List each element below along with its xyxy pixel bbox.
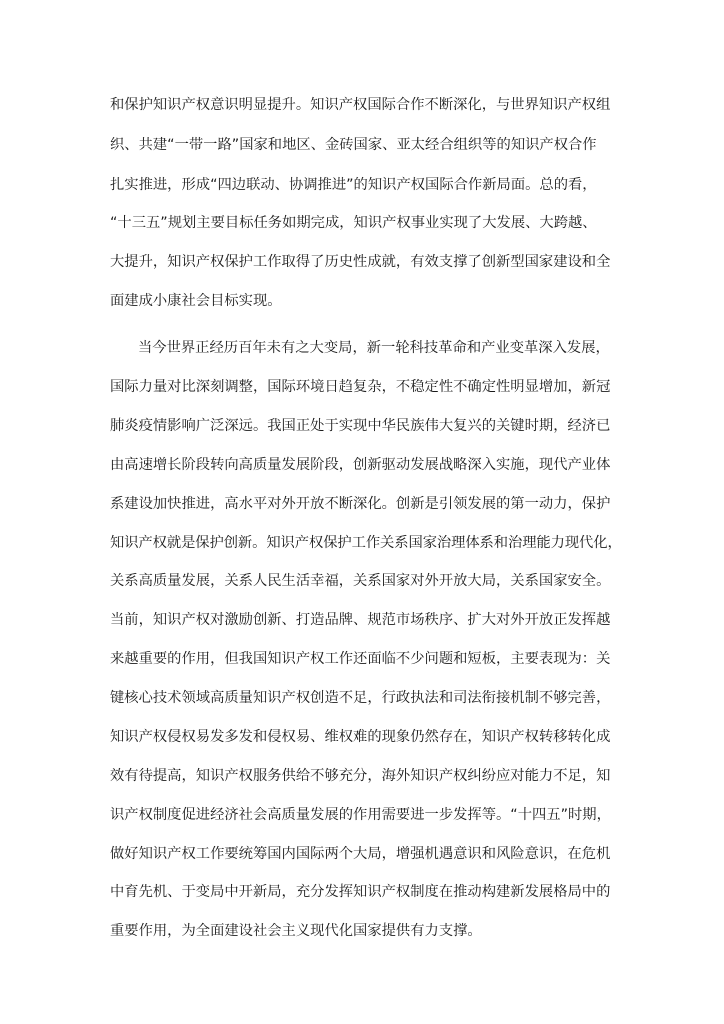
text-line: 由高速增长阶段转向高质量发展阶段，创新驱动发展战略深入实施，现代产业体	[110, 457, 611, 473]
text-line: “十三五”规划主要目标任务如期完成，知识产权事业实现了大发展、大跨越、	[110, 215, 597, 231]
text-line: 当今世界正经历百年未有之大变局，新一轮科技革命和产业变革深入发展，	[138, 340, 610, 356]
text-line: 关系高质量发展，关系人民生活幸福，关系国家对外开放大局，关系国家安全。	[110, 573, 611, 589]
text-line: 织、共建“一带一路”国家和地区、金砖国家、亚太经合组织等的知识产权合作	[110, 137, 597, 153]
text-line: 键核心技术领域高质量知识产权创造不足，行政执法和司法衔接机制不够完善，	[110, 690, 611, 706]
text-line: 中育先机、于变局中开新局，充分发挥知识产权制度在推动构建新发展格局中的	[110, 884, 611, 900]
text-line: 来越重要的作用，但我国知识产权工作还面临不少问题和短板，主要表现为：关	[110, 651, 611, 667]
text-line: 做好知识产权工作要统筹国内国际两个大局，增强机遇意识和风险意识，在危机	[110, 846, 611, 862]
text-line: 扎实推进，形成“四边联动、协调推进”的知识产权国际合作新局面。总的看，	[110, 177, 597, 193]
text-line: 面建成小康社会目标实现。	[110, 293, 282, 309]
text-line: 大提升，知识产权保护工作取得了历史性成就，有效支撑了创新型国家建设和全	[110, 254, 611, 270]
text-line: 国际力量对比深刻调整，国际环境日趋复杂，不稳定性不确定性明显增加，新冠	[110, 379, 611, 395]
text-line: 系建设加快推进，高水平对外开放不断深化。创新是引领发展的第一动力，保护	[110, 496, 611, 512]
text-line: 效有待提高，知识产权服务供给不够充分，海外知识产权纠纷应对能力不足，知	[110, 768, 611, 784]
text-line: 重要作用，为全面建设社会主义现代化国家提供有力支撑。	[110, 923, 482, 939]
text-line: 知识产权侵权易发多发和侵权易、维权难的现象仍然存在，知识产权转移转化成	[110, 729, 611, 745]
text-line: 当前，知识产权对激励创新、打造品牌、规范市场秩序、扩大对外开放正发挥越	[110, 612, 611, 628]
text-line: 知识产权就是保护创新。知识产权保护工作关系国家治理体系和治理能力现代化，	[110, 535, 622, 551]
text-line: 肺炎疫情影响广泛深远。我国正处于实现中华民族伟大复兴的关键时期，经济已	[110, 418, 611, 434]
text-line: 识产权制度促进经济社会高质量发展的作用需要进一步发挥等。“十四五”时期，	[110, 807, 611, 823]
text-line: 和保护知识产权意识明显提升。知识产权国际合作不断深化，与世界知识产权组	[110, 97, 611, 113]
